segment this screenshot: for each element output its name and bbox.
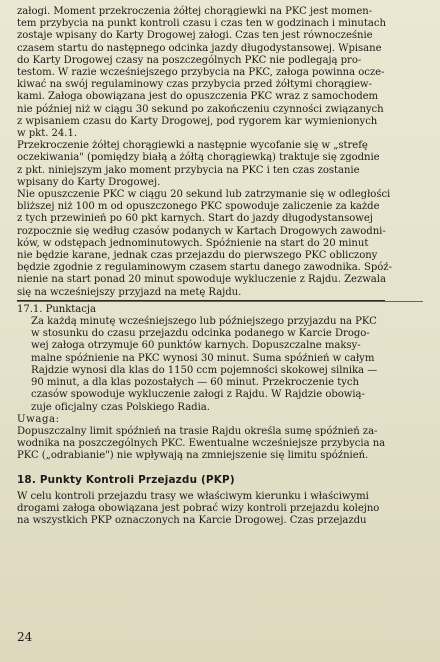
text-line: Przekroczenie żółtej chorągiewki a następnie wycofanie się w „strefę <box>17 140 368 152</box>
text-line: zostaje wpisany do Karty Drogowej załogi. Czas ten jest równocześnie <box>17 30 373 42</box>
text-line: Dopuszczalny limit spóźnień na trasie Rajdu określa sumę spóźnień za- <box>17 425 378 437</box>
text-line: nie później niż w ciągu 30 sekund po zakończeniu czynności związanych <box>17 103 384 115</box>
text-line: wej załoga otrzymuje 60 punktów karnych. Dopuszczalne maksy- <box>31 340 361 352</box>
text-line: ków, w odstępach jednominutowych. Spóźnienie na start do 20 minut <box>17 237 369 249</box>
text-line: z pkt. niniejszym jako moment przybycia na PKC i ten czas zostanie <box>17 164 360 176</box>
text-line: wodnika na poszczególnych PKC. Ewentualne wcześniejsze przybycia na <box>17 438 386 450</box>
section-body <box>17 316 423 414</box>
text-line: W celu kontroli przejazdu trasy we właściwym kierunku i właściwymi <box>17 490 369 502</box>
text-line: drogami załoga obowiązana jest pobrać wizy kontroli przejazdu kolejno <box>17 502 380 514</box>
text-line: kami. Załoga obowiązana jest do opuszczenia PKC wraz z samochodem <box>17 91 379 103</box>
text-line: Za każdą minutę wcześniejszego lub późniejszego przyjazdu na PKC <box>31 316 377 328</box>
paragraph-start-rules <box>17 189 423 299</box>
text-line: nie będzie karane, jednak czas przejazdu do pierwszego PKC obliczony <box>17 250 378 262</box>
divider <box>17 301 423 302</box>
text-line: 90 minut, a dla klas pozostałych — 60 minut. Przekroczenie tych <box>31 377 359 389</box>
section-heading: 17.1. Punktacja <box>17 303 96 315</box>
hand-drawn-underline <box>17 300 385 301</box>
text-line: tem przybycia na punkt kontroli czasu i czas ten w godzinach i minutach <box>17 18 386 30</box>
text-line: zuje oficjalny czas Polskiego Radia. <box>31 401 210 413</box>
text-line: Nie opuszczenie PKC w ciągu 20 sekund lub zatrzymanie się w odległości <box>17 189 391 201</box>
section-18 <box>17 474 423 528</box>
text-line: bliższej niż 100 m od opuszczonego PKC spowoduje zaliczenie za każde <box>17 201 380 213</box>
text-line: Rajdzie wynosi dla klas do 1150 ccm pojemności skokowej silnika — <box>31 364 378 376</box>
text-line: nienie na start ponad 20 minut spowoduje wykluczenie z Rajdu. Zezwala <box>17 274 386 286</box>
paragraph-waiting-zone <box>17 140 423 189</box>
note-label: Uwaga: <box>17 413 60 425</box>
text-line: czasów spowoduje wykluczenie załogi z Rajdu. W Rajdzie obowią- <box>31 389 365 401</box>
text-line: czasem startu do następnego odcinka jazdy długodystansowej. Wpisane <box>17 42 382 54</box>
text-line: się na wcześniejszy przyjazd na metę Rajdu. <box>17 286 242 298</box>
text-line: załogi. Moment przekroczenia żółtej chorągiewki na PKC jest momen- <box>17 6 373 17</box>
paragraph-pkc-arrival <box>17 6 423 140</box>
note-uwaga <box>17 414 423 463</box>
text-line: kiwać na swój regulaminowy czas przybycia przed żółtymi chorągiew- <box>17 79 372 91</box>
text-line: na wszystkich PKP oznaczonych na Karcie Drogowej. Czas przejazdu <box>17 515 367 527</box>
section-body <box>17 491 423 528</box>
text-line: PKC („odrabianie") nie wpływają na zmniejszenie się limitu spóźnień. <box>17 450 369 462</box>
text-line: oczekiwania" (pomiędzy białą a żółtą chorągiewką) traktuje się zgodnie <box>17 152 380 164</box>
text-line: do Karty Drogowej czasy na poszczególnych PKC nie podlegają pro- <box>17 54 362 66</box>
text-line: z tych przewinień po 60 pkt karnych. Start do jazdy długodystansowej <box>17 213 373 225</box>
text-line: wpisany do Karty Drogowej. <box>17 176 161 188</box>
text-line: z wpisaniem czasu do Karty Drogowej, pod rygorem kar wymienionych <box>17 115 378 127</box>
text-line: będzie zgodnie z regulaminowym czasem startu danego zawodnika. Spóź- <box>17 262 392 274</box>
text-line: w pkt. 24.1. <box>17 128 77 140</box>
underlined-text-line <box>17 287 423 299</box>
text-line: malne spóźnienie na PKC wynosi 30 minut. Suma spóźnień w całym <box>31 352 375 364</box>
page-number: 24 <box>17 630 33 644</box>
text-line: w stosunku do czasu przejazdu odcinka podanego w Karcie Drogo- <box>31 328 370 340</box>
spacer <box>17 463 423 471</box>
text-line: testom. W razie wcześniejszego przybycia na PKC, załoga powinna ocze- <box>17 67 385 79</box>
section-heading: 18. Punkty Kontroli Przejazdu (PKP) <box>17 473 235 486</box>
text-line: rozpocznie się według czasów podanych w Kartach Drogowych zawodni- <box>17 225 386 237</box>
section-17-1 <box>17 304 423 414</box>
